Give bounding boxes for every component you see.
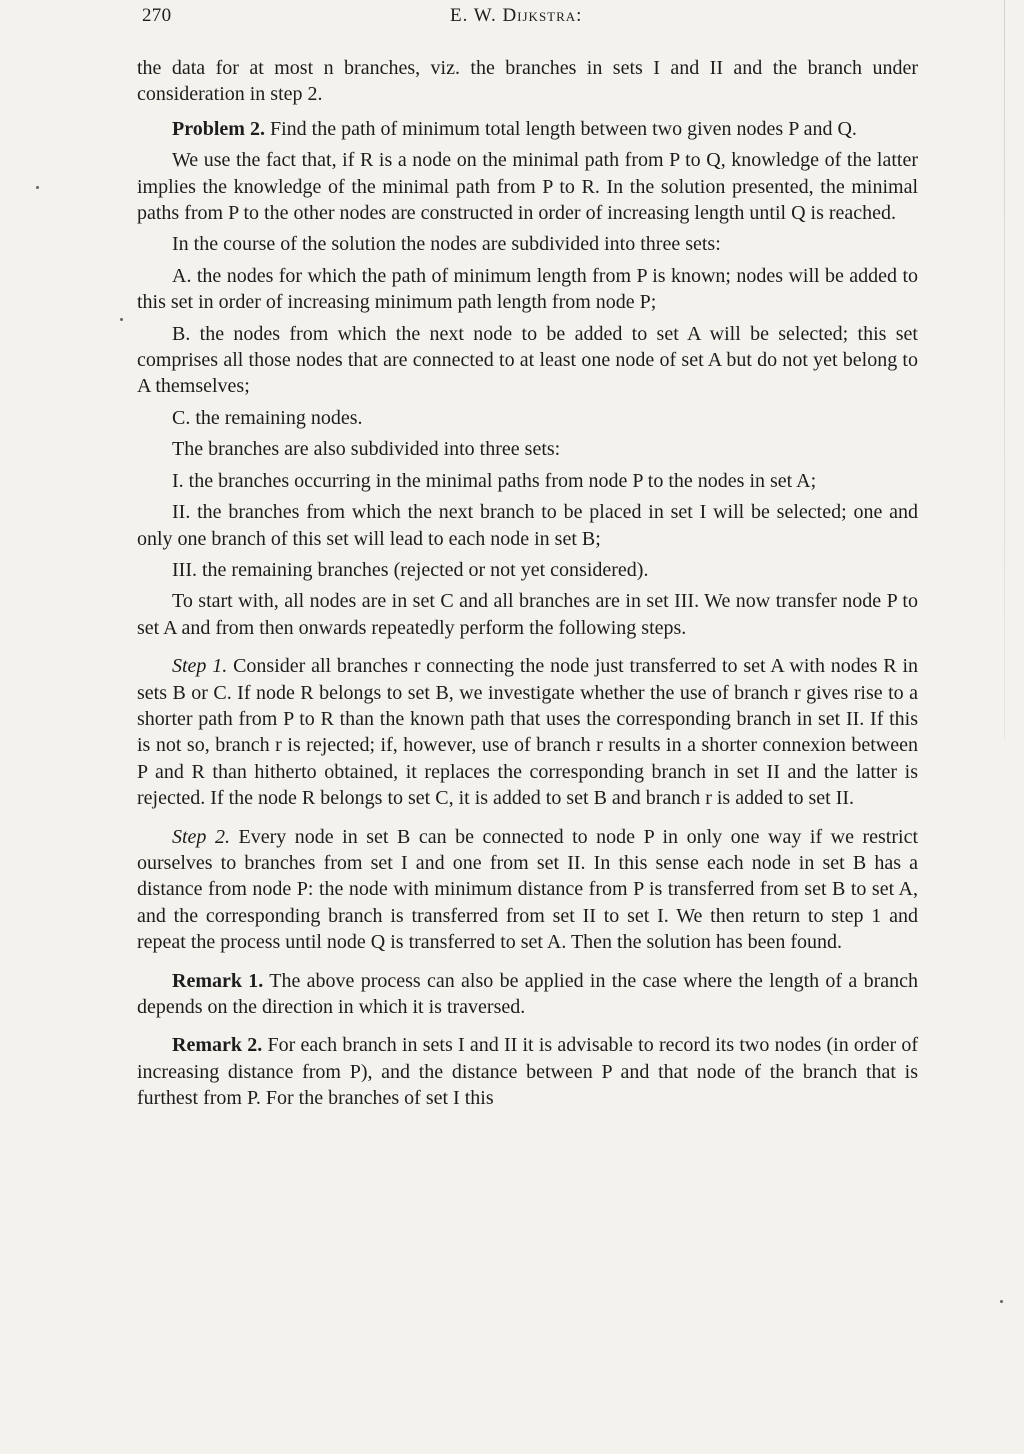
remark-1-label: Remark 1. bbox=[172, 969, 264, 992]
scan-speck bbox=[120, 318, 123, 321]
step-1-label: Step 1. bbox=[172, 655, 228, 678]
problem-text: Find the path of minimum total length between two given nodes P and Q. bbox=[264, 117, 857, 140]
set-iii-description: III. the remaining branches (rejected or not yet considered). bbox=[172, 558, 649, 581]
set-i-description: I. the branches occurring in the minimal paths from node P to the nodes in set A; bbox=[172, 469, 817, 492]
running-head bbox=[142, 2, 918, 36]
paragraph-branch-sets-intro: The branches are also subdivided into three sets: bbox=[172, 438, 561, 461]
paragraph-node-sets-intro: In the course of the solution the nodes are subdivided into three sets: bbox=[172, 233, 721, 256]
remark-1-text: The above process can also be applied in the case where the length of a branch depends on the direction in which it is traversed. bbox=[137, 969, 918, 1018]
page-edge-shadow bbox=[1004, 0, 1005, 740]
step-2-label: Step 2. bbox=[172, 825, 230, 848]
paragraph-continuation: the data for at most n branches, viz. the branches in sets I and II and the branch under consideration in step 2. bbox=[137, 57, 918, 106]
scan-speck bbox=[36, 186, 39, 189]
page-number: 270 bbox=[142, 5, 172, 26]
remark-1 bbox=[137, 968, 918, 1021]
set-c-description: C. the remaining nodes. bbox=[172, 406, 363, 429]
problem-label: Problem 2. bbox=[172, 117, 265, 140]
paragraph-minimal-path: We use the fact that, if R is a node on the minimal path from P to Q, knowledge of the latter implies the knowledge of the minimal path from P to R. In the solution presented, the minimal paths from P to the other nodes are constructed in order of increasing length until Q is reached. bbox=[137, 149, 918, 225]
set-ii-description: II. the branches from which the next branch to be placed in set I will be selected; one and only one branch of this set will lead to each node in set B; bbox=[137, 501, 918, 550]
problem-2 bbox=[137, 116, 918, 142]
remark-2-text: For each branch in sets I and II it is advisable to record its two nodes (in order of increasing distance from P), and the distance between P and that node of the branch that is furthest from P. For the branches of set I this bbox=[137, 1034, 919, 1110]
step-2 bbox=[137, 824, 918, 956]
step-1-text: Consider all branches r connecting the node just transferred to set A with nodes R in sets B or C. If node R belongs to set B, we investigate whether the use of branch r gives rise to a shorter path from P to R than the known path that uses the corresponding branch in set II. If this is not so, branch r is rejected; if, however, use of branch r results in a shorter connexion between P and R than hitherto obtained, it replaces the corresponding branch in set II and the latter is rejected. If the node R belongs to set C, it is added to set B and branch r is added to set II. bbox=[137, 655, 918, 810]
step-2-text: Every node in set B can be connected to node P in only one way if we restrict ourselves to branches from set I and one from set II. In this sense each node in set B has a distance from node P: the node with minimum distance from P is transferred from set B to set A, and the corresponding branch is transferred from set II to set I. We then return to step 1 and repeat the process until node Q is transferred to set A. Then the solution has been found. bbox=[137, 825, 918, 954]
remark-2 bbox=[137, 1032, 918, 1111]
set-a-description: A. the nodes for which the path of minimum length from P is known; nodes will be added to this set in order of increasing minimum path length from node P; bbox=[137, 264, 918, 314]
body-text bbox=[137, 55, 918, 1117]
remark-2-label: Remark 2. bbox=[172, 1034, 263, 1057]
scan-speck bbox=[1000, 1300, 1003, 1303]
paragraph-start: To start with, all nodes are in set C and all branches are in set III. We now transfer node P to set A and from then onwards repeatedly perform the following steps. bbox=[137, 590, 918, 639]
running-head-author: E. W. Dijkstra: bbox=[450, 5, 583, 26]
set-b-description: B. the nodes from which the next node to be added to set A will be selected; this set comprises all those nodes that are connected to at least one node of set A but do not yet belong to A themselves; bbox=[137, 322, 918, 398]
step-1 bbox=[137, 653, 918, 811]
